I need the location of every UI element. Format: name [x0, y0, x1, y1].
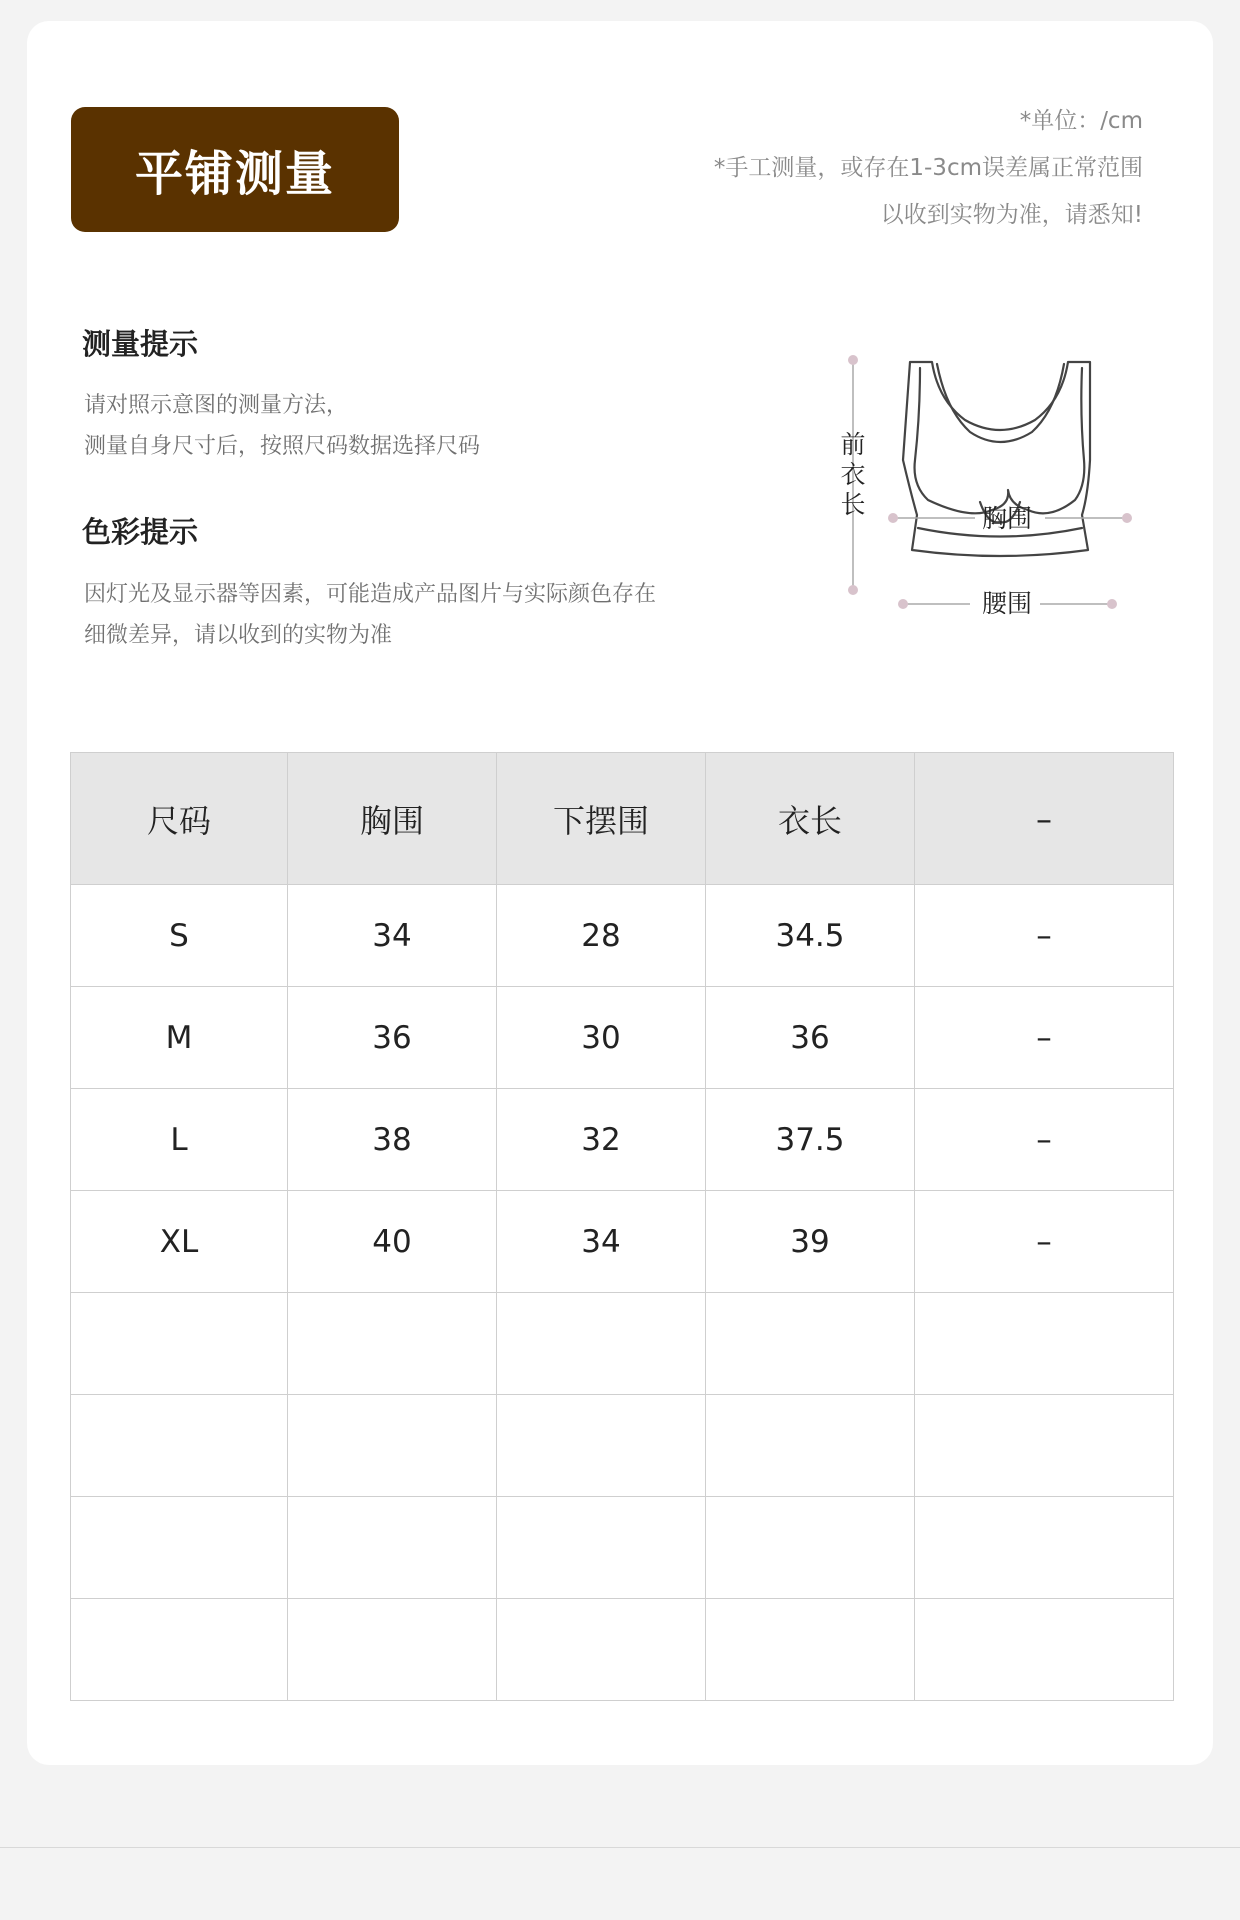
cell-length: 39 — [706, 1191, 915, 1293]
cell-length — [706, 1293, 915, 1395]
measure-tip-line2: 测量自身尺寸后，按照尺码数据选择尺码 — [84, 434, 481, 459]
cell-chest: 40 — [288, 1191, 497, 1293]
cell-size — [71, 1395, 288, 1497]
cell-hem — [497, 1293, 706, 1395]
cell-empty — [915, 1395, 1174, 1497]
cell-size — [71, 1497, 288, 1599]
cell-hem — [497, 1497, 706, 1599]
color-tip-line2: 细微差异，请以收到的实物为准 — [84, 623, 393, 648]
table-row — [71, 1395, 1174, 1497]
cell-chest: 38 — [288, 1089, 497, 1191]
color-tip-title: 色彩提示 — [82, 515, 199, 549]
cell-size: S — [71, 885, 288, 987]
table-row — [71, 1293, 1174, 1395]
cell-chest — [288, 1599, 497, 1701]
length-label-char-1: 前 — [840, 430, 866, 459]
waist-label: 腰围 — [981, 589, 1033, 618]
footer-divider — [0, 1847, 1240, 1848]
cell-size — [71, 1293, 288, 1395]
cell-hem: 30 — [497, 987, 706, 1089]
cell-chest — [288, 1395, 497, 1497]
cell-empty — [915, 1497, 1174, 1599]
cell-length — [706, 1395, 915, 1497]
cell-length: 37.5 — [706, 1089, 915, 1191]
cell-size: L — [71, 1089, 288, 1191]
header-size: 尺码 — [71, 753, 288, 885]
header-chest: 胸围 — [288, 753, 497, 885]
header-empty: – — [915, 753, 1174, 885]
measure-tip-title: 测量提示 — [82, 327, 199, 361]
cell-hem: 28 — [497, 885, 706, 987]
table-header-row — [71, 753, 1174, 885]
table-row — [71, 987, 1174, 1089]
cell-hem — [497, 1395, 706, 1497]
garment-diagram — [820, 340, 1140, 630]
cell-length: 34.5 — [706, 885, 915, 987]
color-tip-text — [84, 574, 656, 656]
unit-label: *单位：/cm — [1019, 108, 1143, 134]
cell-chest — [288, 1293, 497, 1395]
length-label-char-3: 长 — [840, 490, 866, 519]
size-table — [70, 752, 1174, 1701]
header-length: 衣长 — [706, 753, 915, 885]
cell-hem: 32 — [497, 1089, 706, 1191]
unit-note — [583, 98, 1143, 239]
cell-size: XL — [71, 1191, 288, 1293]
disclaimer-note: 以收到实物为准，请悉知! — [880, 202, 1143, 228]
flat-measure-badge: 平铺测量 — [71, 107, 399, 232]
cell-hem: 34 — [497, 1191, 706, 1293]
header-hem: 下摆围 — [497, 753, 706, 885]
table-row — [71, 885, 1174, 987]
cell-empty: – — [915, 885, 1174, 987]
table-row — [71, 1497, 1174, 1599]
measure-tip-line1: 请对照示意图的测量方法， — [84, 393, 349, 418]
cell-chest: 36 — [288, 987, 497, 1089]
measure-tip-text — [84, 385, 480, 467]
cell-length — [706, 1599, 915, 1701]
chest-label: 胸围 — [981, 504, 1033, 533]
cell-empty: – — [915, 987, 1174, 1089]
color-tip-line1: 因灯光及显示器等因素，可能造成产品图片与实际颜色存在 — [84, 582, 657, 607]
table-row — [71, 1191, 1174, 1293]
cell-empty: – — [915, 1191, 1174, 1293]
cell-chest — [288, 1497, 497, 1599]
cell-empty — [915, 1599, 1174, 1701]
table-row — [71, 1089, 1174, 1191]
length-label-char-2: 衣 — [840, 460, 866, 489]
cell-size: M — [71, 987, 288, 1089]
cell-empty: – — [915, 1089, 1174, 1191]
cell-size — [71, 1599, 288, 1701]
cell-hem — [497, 1599, 706, 1701]
cell-chest: 34 — [288, 885, 497, 987]
cell-empty — [915, 1293, 1174, 1395]
cell-length: 36 — [706, 987, 915, 1089]
table-row — [71, 1599, 1174, 1701]
cell-length — [706, 1497, 915, 1599]
error-range-note: *手工测量，或存在1-3cm误差属正常范围 — [713, 155, 1143, 181]
